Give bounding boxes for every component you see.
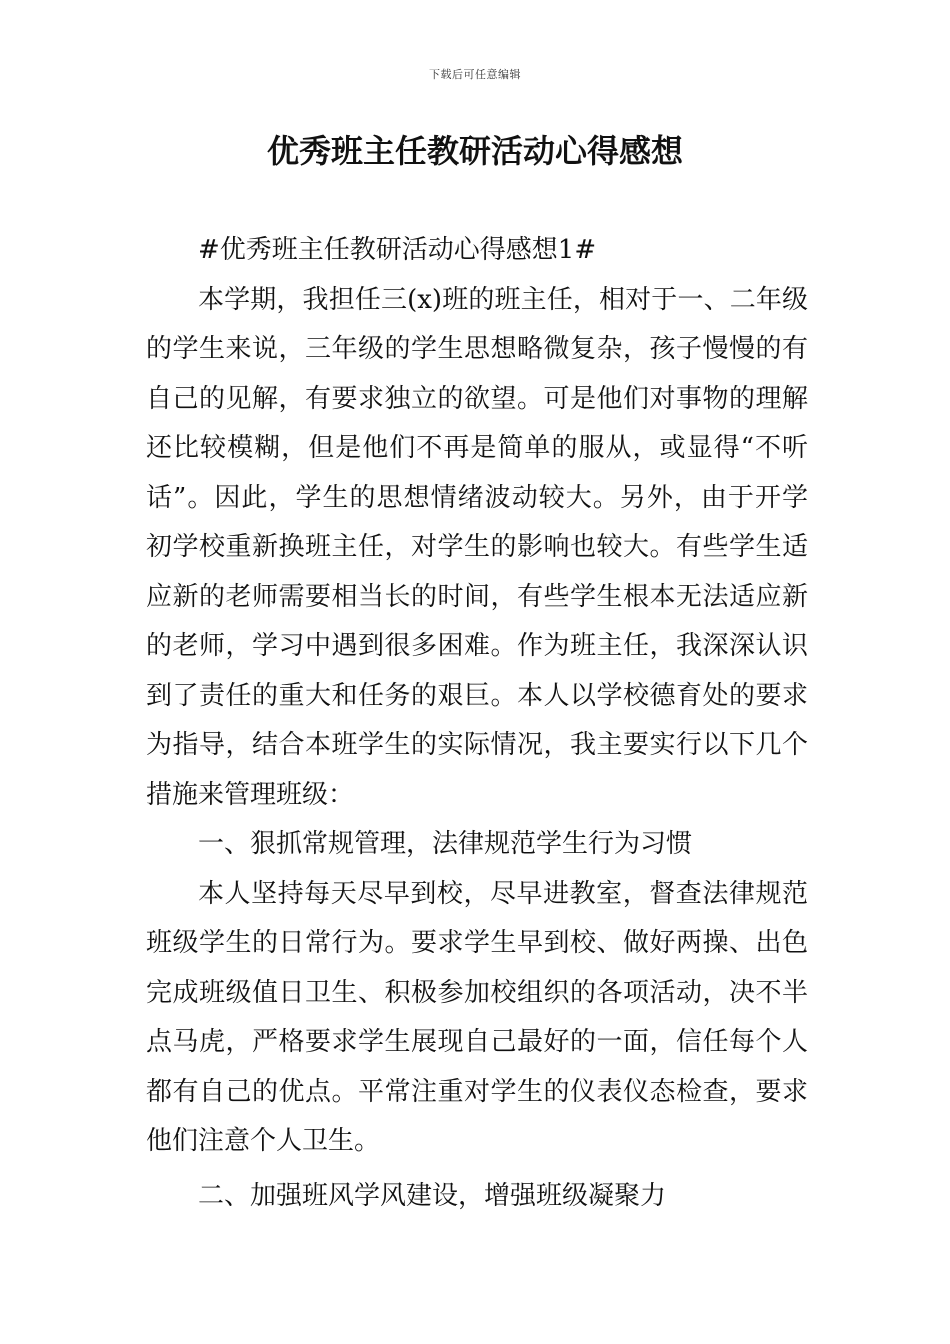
document-title: 优秀班主任教研活动心得感想 <box>266 132 683 170</box>
body-paragraph: 本人坚持每天尽早到校，尽早进教室，督查法律规范班级学生的日常行为。要求学生早到校、做好两操、出色完成班级值日卫生、积极参加校组织的各项活动，决不半点马虎，严格要求学生展现自己最好的一面，信任每个人都有自己的优点。平常注重对学生的仪表仪态检查，要求他们注意个人卫生。 <box>146 878 808 1156</box>
body-paragraph: 本学期，我担任三(x)班的班主任，相对于一、二年级的学生来说，三年级的学生思想略微复杂，孩子慢慢的有自己的见解，有要求独立的欲望。可是他们对事物的理解还比较模糊，但是他们不再是简单的服从，或显得“不听话”。因此，学生的思想情绪波动较大。另外，由于开学初学校重新换班主任，对学生的影响也较大。有些学生适应新的老师需要相当长的时间，有些学生根本无法适应新的老师，学习中遇到很多困难。作为班主任，我深深认识到了责任的重大和任务的艰巨。本人以学校德育处的要求为指导，结合本班学生的实际情况，我主要实行以下几个措施来管理班级： <box>146 284 808 810</box>
section-heading: 二、加强班风学风建设，增强班级凝聚力 <box>198 1180 667 1211</box>
document-body <box>146 226 808 1221</box>
section-heading: 一、狠抓常规管理，法律规范学生行为习惯 <box>198 829 693 859</box>
header-note: 下载后可任意编辑 <box>429 68 521 81</box>
section-marker: #优秀班主任教研活动心得感想1# <box>198 235 597 265</box>
